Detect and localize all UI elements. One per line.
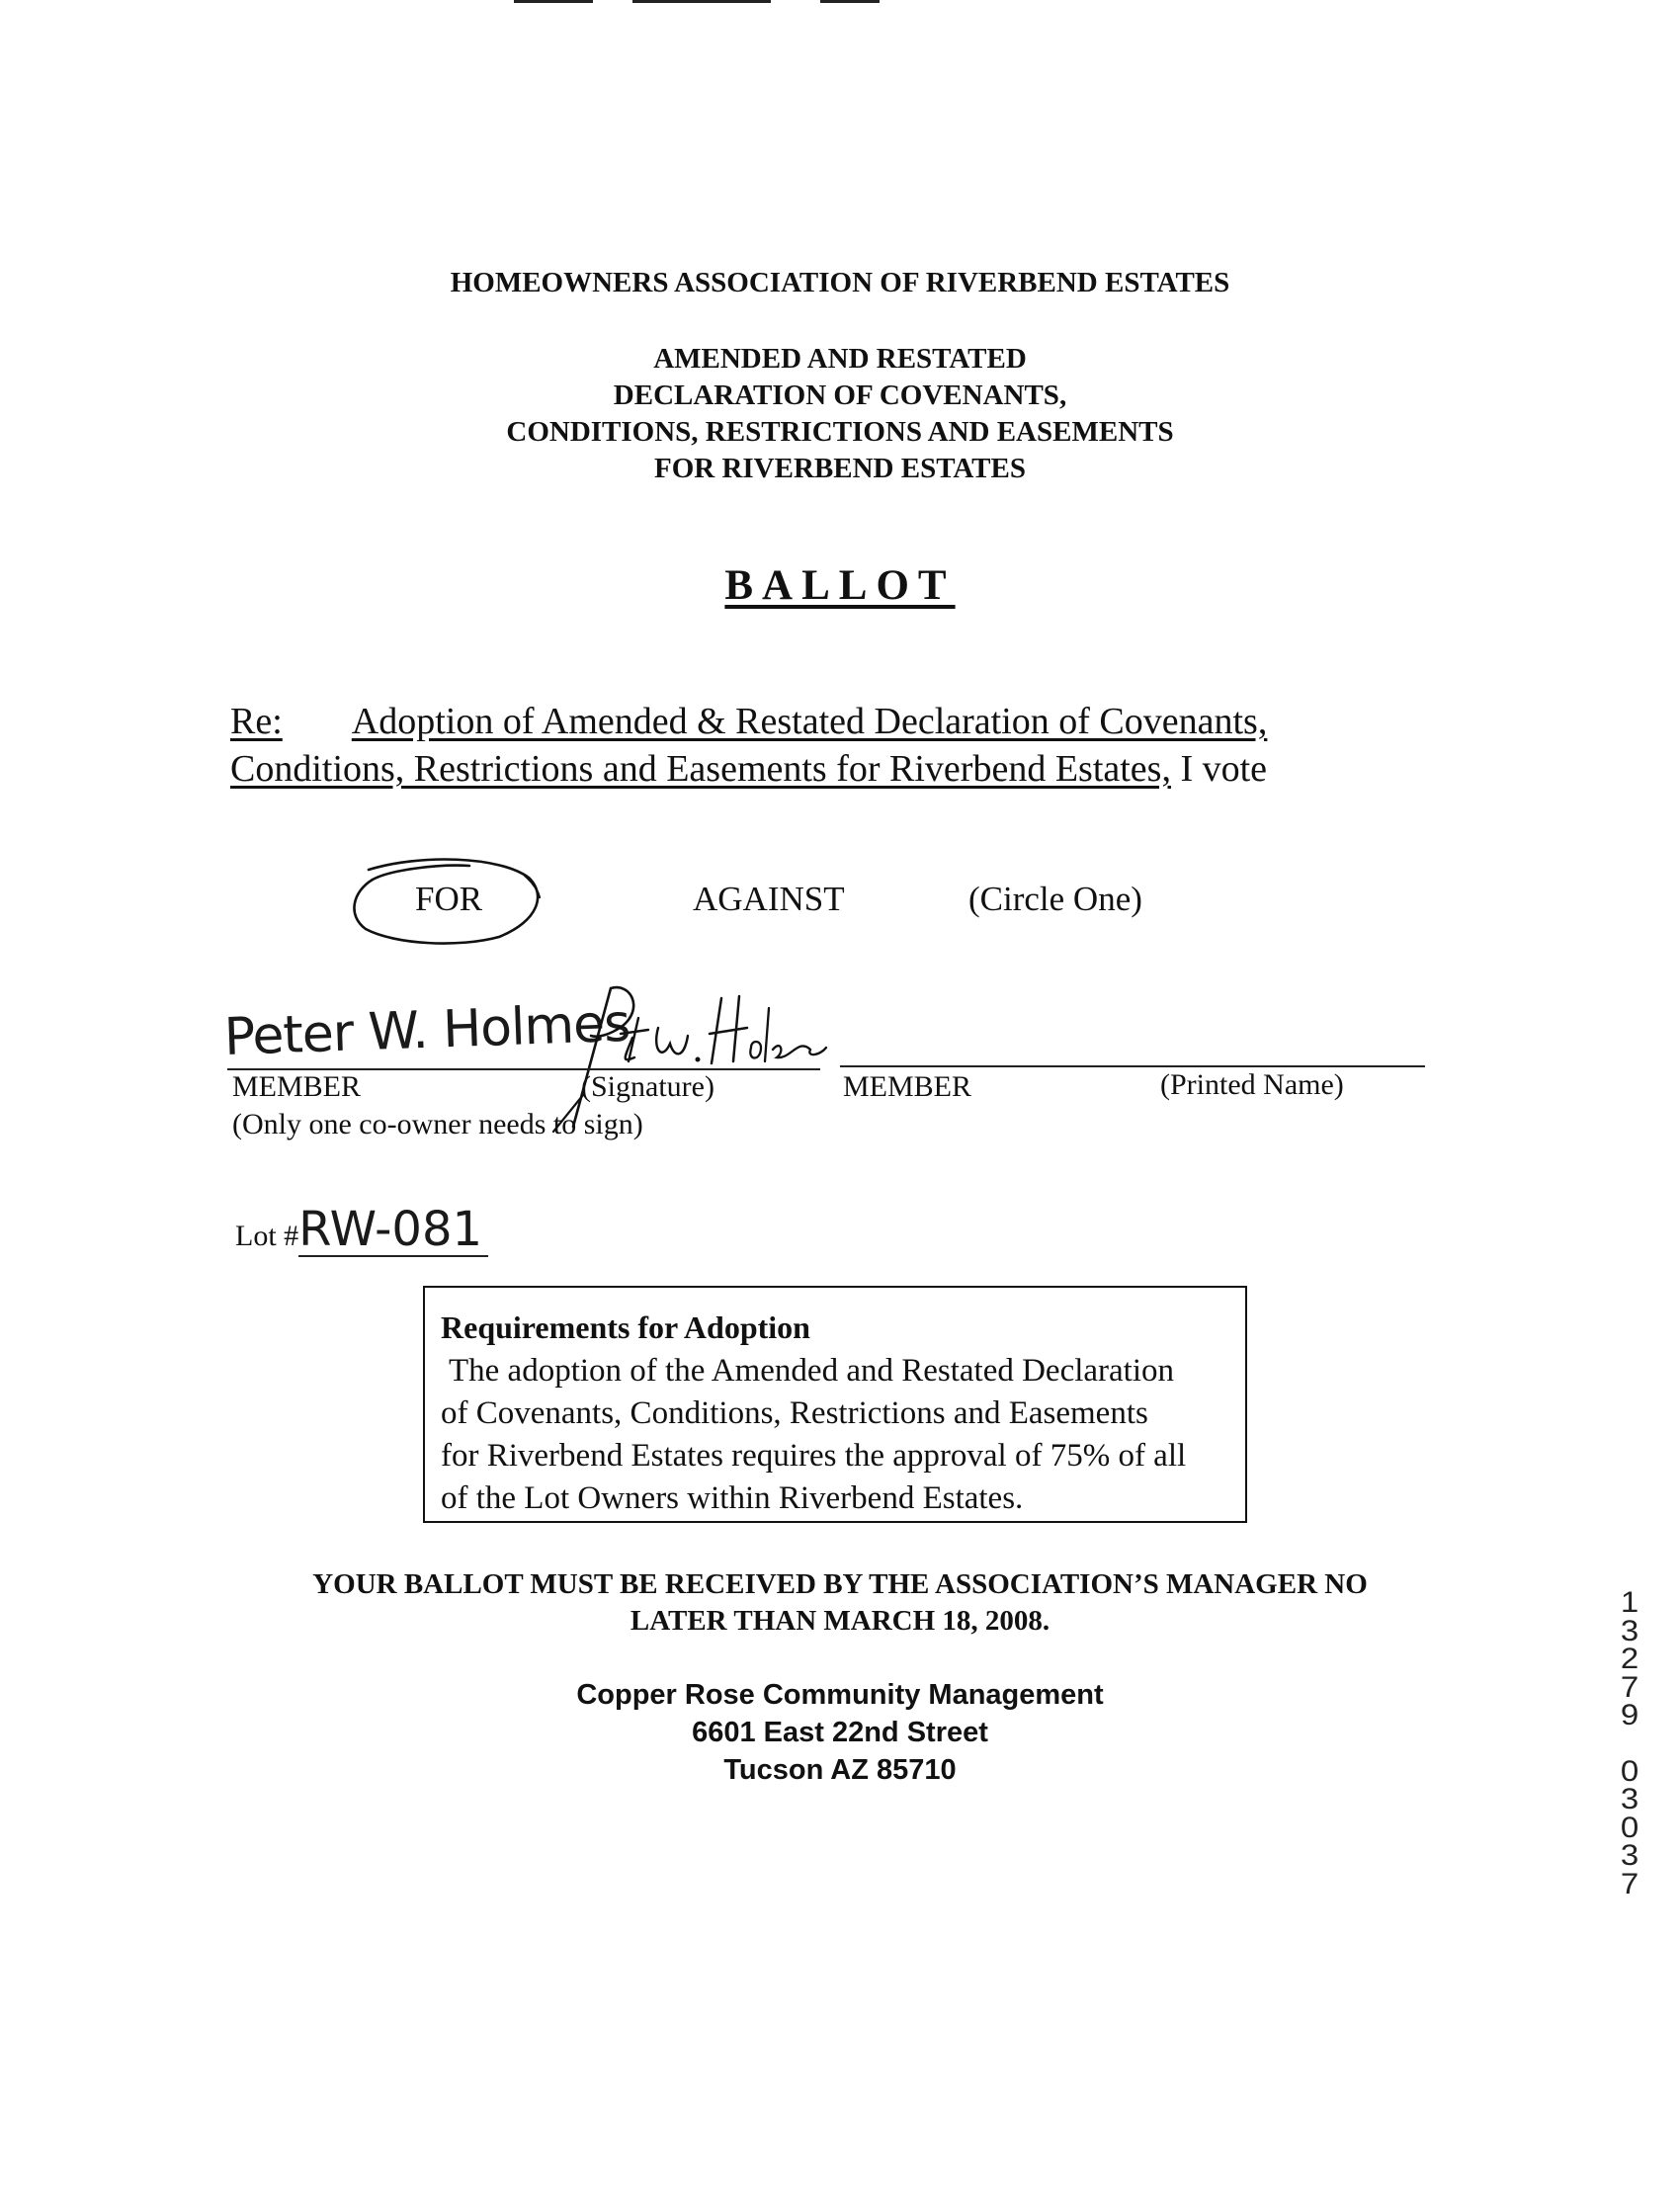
lot-number <box>235 1204 488 1257</box>
manager-name: Copper Rose Community Management <box>576 1679 1104 1711</box>
requirements-text <box>441 1350 1231 1520</box>
handwritten-member-name: Peter W. Holmes <box>222 993 631 1067</box>
title-line: AMENDED AND RESTATED <box>653 343 1027 375</box>
lot-value: RW-081 <box>298 1204 488 1257</box>
ballot-heading: BALLOT <box>724 562 956 609</box>
deadline-line: YOUR BALLOT MUST BE RECEIVED BY THE ASSOCIATION’S MANAGER NO <box>312 1568 1368 1600</box>
signature-label: (Signature) <box>581 1070 714 1103</box>
stamp-char: 3 <box>1620 1614 1639 1647</box>
co-owner-note: (Only one co-owner needs to sign) <box>232 1108 643 1140</box>
manager-address <box>0 1670 1680 1789</box>
stamp-char: 0 <box>1620 1811 1639 1844</box>
stamp-char: 0 <box>1620 1754 1639 1788</box>
association-name: HOMEOWNERS ASSOCIATION OF RIVERBEND ESTATES <box>450 267 1230 298</box>
stamp-char: 3 <box>1620 1783 1639 1815</box>
manager-city: Tucson AZ 85710 <box>723 1754 957 1786</box>
scan-mark <box>632 0 771 3</box>
document-title <box>0 341 1680 487</box>
re-subject-2: Conditions, Restrictions and Easements for Riverbend Estates, <box>230 748 1171 790</box>
printed-name-line <box>840 1065 1425 1067</box>
document-stamp-number <box>1614 1586 1646 1900</box>
stamp-char: 1 <box>1620 1586 1639 1619</box>
re-line-2 <box>230 745 1436 793</box>
re-line-1 <box>230 698 1436 745</box>
scan-mark <box>514 0 593 3</box>
title-line: CONDITIONS, RESTRICTIONS AND EASEMENTS <box>506 416 1174 448</box>
manager-street: 6601 East 22nd Street <box>692 1717 988 1748</box>
re-subject-1: Adoption of Amended & Restated Declaration of Covenants, <box>351 701 1268 742</box>
deadline-line: LATER THAN MARCH 18, 2008. <box>630 1605 1050 1637</box>
scan-mark <box>820 0 880 3</box>
title-line: DECLARATION OF COVENANTS, <box>613 380 1067 411</box>
requirements-line: The adoption of the Amended and Restated Declaration <box>449 1353 1175 1389</box>
requirements-line: of the Lot Owners within Riverbend Estates. <box>441 1480 1024 1516</box>
title-line: FOR RIVERBEND ESTATES <box>653 453 1026 484</box>
requirements-box <box>423 1286 1247 1523</box>
re-label: Re: <box>230 701 283 742</box>
member-label-printed: MEMBER <box>843 1070 972 1103</box>
circle-one-instruction: (Circle One) <box>968 880 1142 918</box>
stamp-char: 9 <box>1620 1699 1639 1731</box>
requirements-line: of Covenants, Conditions, Restrictions and Easements <box>441 1395 1148 1431</box>
stamp-char: 3 <box>1620 1839 1639 1872</box>
member-label-signature: MEMBER <box>232 1070 362 1103</box>
printed-name-label: (Printed Name) <box>1160 1068 1344 1101</box>
requirements-line: for Riverbend Estates requires the approval of 75% of all <box>441 1438 1187 1474</box>
vote-for-option[interactable]: FOR <box>415 880 483 918</box>
stamp-char: 2 <box>1620 1643 1639 1675</box>
vote-against-option[interactable]: AGAINST <box>693 880 845 918</box>
stamp-char: 7 <box>1620 1670 1639 1704</box>
stamp-char: 7 <box>1620 1867 1639 1900</box>
requirements-title: Requirements for Adoption <box>441 1309 810 1345</box>
stamp-gap <box>1614 1730 1646 1758</box>
deadline-notice <box>0 1566 1680 1640</box>
lot-label: Lot # <box>235 1220 299 1252</box>
re-tail: I vote <box>1180 748 1268 790</box>
